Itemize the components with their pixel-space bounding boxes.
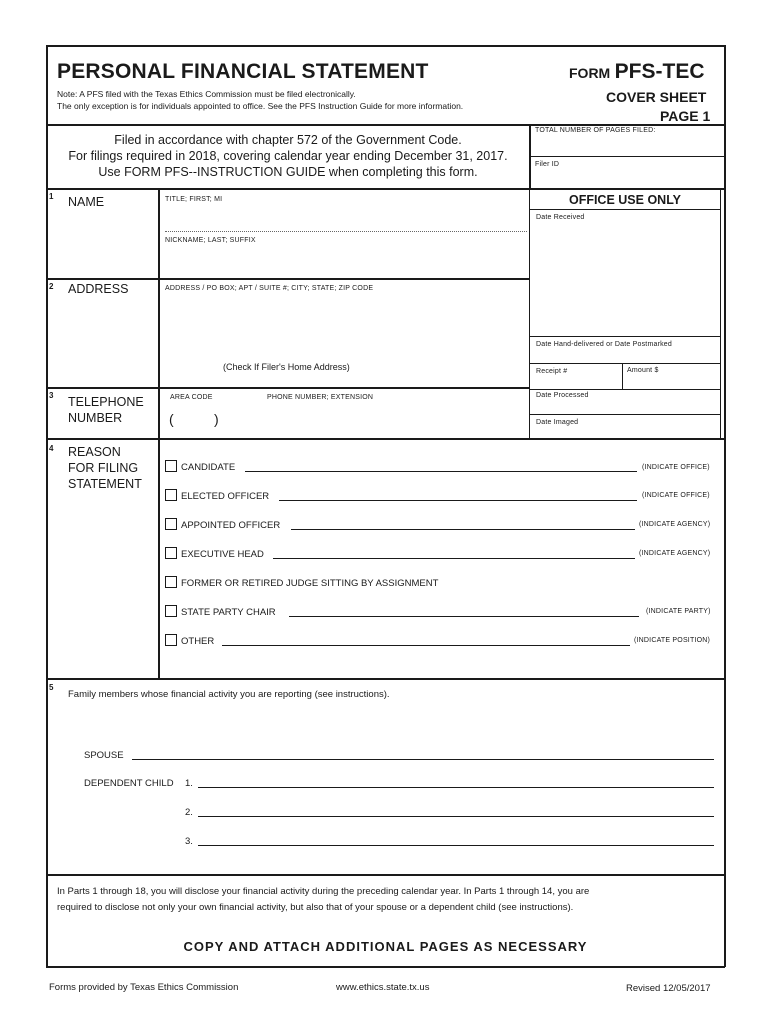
copy-attach-note: COPY AND ATTACH ADDITIONAL PAGES AS NECESSARY: [183, 939, 588, 954]
section-1-number: 1: [49, 192, 54, 201]
appointed-officer-label: APPOINTED OFFICER: [181, 520, 281, 531]
form-border-bottom: [46, 966, 725, 968]
filer-id-label: Filer ID: [535, 161, 560, 168]
office-use-title-divider: [529, 209, 721, 210]
other-label: OTHER: [181, 636, 215, 647]
child-3-line[interactable]: [198, 845, 714, 846]
form-border-left: [46, 45, 48, 967]
area-code-left-paren: (: [169, 411, 174, 427]
state-party-chair-checkbox[interactable]: [165, 605, 177, 617]
state-party-chair-line[interactable]: [289, 616, 639, 617]
candidate-checkbox[interactable]: [165, 460, 177, 472]
date-hand-divider: [529, 336, 721, 337]
executive-head-hint: (INDICATE AGENCY): [639, 550, 711, 557]
state-party-chair-label: STATE PARTY CHAIR: [181, 607, 276, 618]
form-border-top: [46, 45, 725, 47]
form-code: PFS-TEC: [614, 60, 705, 83]
phone-number-hint: PHONE NUMBER; EXTENSION: [267, 394, 374, 401]
candidate-label: CANDIDATE: [181, 462, 236, 473]
family-intro: Family members whose financial activity you are reporting (see instructions).: [68, 689, 390, 700]
child-1-number: 1.: [185, 778, 193, 789]
other-line[interactable]: [222, 645, 630, 646]
header-note-1: Note: A PFS filed with the Texas Ethics Commission must be filed electronically.: [57, 89, 356, 99]
child-1-line[interactable]: [198, 787, 714, 788]
footer-website[interactable]: www.ethics.state.tx.us: [336, 982, 430, 993]
elected-officer-checkbox[interactable]: [165, 489, 177, 501]
date-imaged-divider: [529, 414, 721, 415]
address-label: ADDRESS: [68, 282, 129, 296]
telephone-label-line1: TELEPHONE: [68, 395, 144, 409]
form-title: PERSONAL FINANCIAL STATEMENT: [57, 60, 429, 83]
cover-sheet-label: COVER SHEET: [606, 89, 707, 105]
receipt-label: Receipt #: [536, 368, 568, 375]
section-2-number: 2: [49, 282, 54, 291]
filing-info-line1: Filed in accordance with chapter 572 of the Government Code.: [114, 133, 462, 147]
section-3-divider: [46, 438, 725, 440]
name-title-hint: TITLE; FIRST; MI: [165, 196, 223, 203]
form-label: FORM: [569, 65, 611, 81]
section-5-divider: [46, 874, 725, 876]
instructions-text: [57, 884, 589, 916]
area-code-input[interactable]: [176, 410, 212, 430]
candidate-line[interactable]: [245, 471, 637, 472]
former-judge-checkbox[interactable]: [165, 576, 177, 588]
other-checkbox[interactable]: [165, 634, 177, 646]
appointed-officer-hint: (INDICATE AGENCY): [639, 521, 711, 528]
section-4-divider: [46, 678, 725, 680]
executive-head-checkbox[interactable]: [165, 547, 177, 559]
candidate-hint: (INDICATE OFFICE): [642, 464, 710, 471]
elected-officer-label: ELECTED OFFICER: [181, 491, 270, 502]
header-divider: [46, 124, 725, 126]
reason-label-line2: FOR FILING: [68, 461, 139, 475]
area-code-hint: AREA CODE: [170, 394, 213, 401]
telephone-label: [68, 394, 144, 426]
section-3-number: 3: [49, 391, 54, 400]
former-judge-label: FORMER OR RETIRED JUDGE SITTING BY ASSIGNMENT: [181, 578, 439, 589]
instructions-line2: required to disclose not only your own financial activity, but also that of your spouse or a dependent child (see instructions).: [57, 902, 574, 913]
reason-label: [68, 444, 142, 492]
date-hand-label: Date Hand-delivered or Date Postmarked: [536, 341, 672, 348]
appointed-officer-checkbox[interactable]: [165, 518, 177, 530]
form-id: [569, 60, 705, 84]
spouse-line[interactable]: [132, 759, 714, 760]
area-code-right-paren: ): [214, 411, 219, 427]
date-processed-divider: [529, 389, 721, 390]
reason-label-line3: STATEMENT: [68, 477, 142, 491]
page-label: PAGE 1: [660, 108, 711, 124]
telephone-label-line2: NUMBER: [68, 411, 123, 425]
name-input-area[interactable]: [160, 205, 528, 275]
executive-head-label: EXECUTIVE HEAD: [181, 549, 264, 560]
elected-officer-hint: (INDICATE OFFICE): [642, 492, 710, 499]
date-received-label: Date Received: [536, 214, 585, 221]
address-input-area[interactable]: [160, 296, 528, 351]
phone-number-input[interactable]: [226, 410, 526, 430]
appointed-officer-line[interactable]: [291, 529, 635, 530]
elected-officer-line[interactable]: [279, 500, 637, 501]
footer-left: Forms provided by Texas Ethics Commission: [49, 982, 239, 993]
total-pages-label: TOTAL NUMBER OF PAGES FILED:: [535, 127, 656, 134]
spouse-label: SPOUSE: [84, 750, 124, 761]
dependent-child-label: DEPENDENT CHILD: [84, 778, 174, 789]
section-2-divider: [46, 387, 530, 389]
instructions-line1: In Parts 1 through 18, you will disclose your financial activity during the preceding calendar year. In Parts 1 through 14, you are: [57, 886, 590, 897]
amount-label: Amount $: [627, 367, 659, 374]
section-4-number: 4: [49, 444, 54, 453]
section-5-number: 5: [49, 683, 54, 692]
other-hint: (INDICATE POSITION): [634, 637, 711, 644]
receipt-divider: [529, 363, 721, 364]
filing-info: [47, 132, 529, 180]
child-3-number: 3.: [185, 836, 193, 847]
filing-info-line3: Use FORM PFS--INSTRUCTION GUIDE when completing this form.: [98, 165, 478, 179]
child-2-line[interactable]: [198, 816, 714, 817]
date-processed-label: Date Processed: [536, 392, 589, 399]
address-hint: ADDRESS / PO BOX; APT / SUITE #; CITY; STATE; ZIP CODE: [165, 285, 374, 292]
header-note-2: The only exception is for individuals appointed to office. See the PFS Instruction Guide for more information.: [57, 101, 464, 111]
form-border-right: [724, 45, 726, 967]
filing-info-line2: For filings required in 2018, covering calendar year ending December 31, 2017.: [68, 149, 508, 163]
office-use-title: OFFICE USE ONLY: [568, 193, 682, 207]
home-address-check[interactable]: (Check If Filer's Home Address): [223, 362, 350, 372]
receipt-amount-divider: [622, 363, 623, 389]
child-2-number: 2.: [185, 807, 193, 818]
footer-revised: Revised 12/05/2017: [626, 983, 711, 994]
name-label: NAME: [68, 195, 105, 209]
executive-head-line[interactable]: [273, 558, 635, 559]
section-1-divider: [46, 278, 530, 280]
nickname-hint: NICKNAME; LAST; SUFFIX: [165, 237, 256, 244]
state-party-chair-hint: (INDICATE PARTY): [646, 608, 711, 615]
filer-id-divider: [529, 156, 725, 157]
office-use-box: [529, 189, 721, 439]
date-imaged-label: Date Imaged: [536, 419, 579, 426]
reason-label-line1: REASON: [68, 445, 121, 459]
